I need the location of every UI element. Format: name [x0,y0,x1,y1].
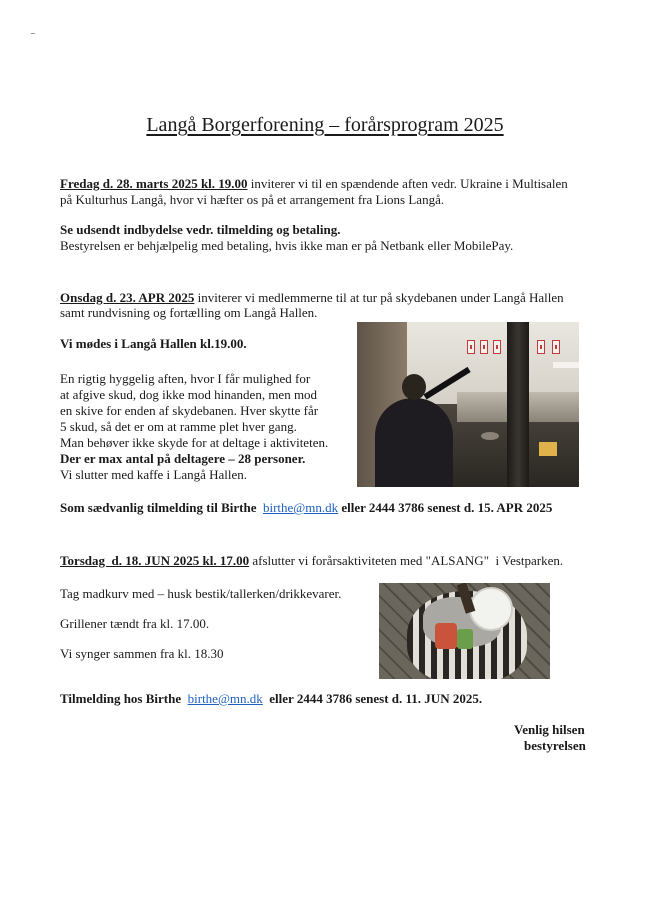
event2-coffee: Vi slutter med kaffe i Langå Hallen. [60,467,248,482]
event2-body-line: Man behøver ikke skyde for at deltage i aktiviteten. [60,435,329,450]
event2-meet: Vi mødes i Langå Hallen kl.19.00. [60,336,247,351]
event2-signup [60,500,552,516]
event2-body-line: en skive for enden af skydebanen. Hver skytte får [60,403,319,418]
event3-signup [60,691,482,707]
event2-date: Onsdag d. 23. APR 2025 [60,290,195,305]
event1-line2: på Kulturhus Langå, hvor vi hæfter os på et arrangement fra Lions Langå. [60,192,445,207]
event2-signup-prefix: Som sædvanlig tilmelding til Birthe [60,500,257,515]
event2-body-line: En rigtig hyggelig aften, hvor I får mulighed for [60,371,311,386]
closing-signature: bestyrelsen [524,738,586,753]
event2-line1 [60,290,564,306]
scan-speck [31,33,35,34]
page-title: Langå Borgerforening – forårsprogram 2025 [146,114,504,136]
closing-greeting: Venlig hilsen [514,722,585,737]
event3-basket-text: Tag madkurv med – husk bestik/tallerken/drikkevarer. [60,586,342,601]
event1-notice-text: Bestyrelsen er behjælpelig med betaling, hvis ikke man er på Netbank eller MobilePay. [60,238,514,253]
picnic-basket-photo [379,583,550,679]
event1-line1 [60,176,568,192]
event2-max-participants: Der er max antal på deltagere – 28 personer. [60,451,306,466]
event1-notice-heading: Se udsendt indbydelse vedr. tilmelding og betaling. [60,222,341,237]
event2-body-line: at afgive skud, dog ikke mod hinanden, men mod [60,387,318,402]
event3-line1 [60,553,563,569]
event1-text: inviterer vi til en spændende aften vedr. Ukraine i Multisalen [247,176,568,191]
event2-body-line: 5 skud, så det er om at ramme plet hver gang. [60,419,297,434]
event1-date: Fredag d. 28. marts 2025 kl. 19.00 [60,176,248,191]
event3-text: afslutter vi forårsaktiviteten med "ALSANG" i Vestparken. [249,553,564,568]
event3-date: Torsdag d. 18. JUN 2025 kl. 17.00 [60,553,250,568]
event2-line2: samt rundvisning og fortælling om Langå Hallen. [60,305,318,320]
event3-sing-text: Vi synger sammen fra kl. 18.30 [60,646,224,661]
event3-grill-text: Grillener tændt fra kl. 17.00. [60,616,210,631]
event3-signup-prefix: Tilmelding hos Birthe [60,691,182,706]
event3-signup-suffix: eller 2444 3786 senest d. 11. JUN 2025. [269,691,483,706]
event2-signup-suffix: eller 2444 3786 senest d. 15. APR 2025 [341,500,553,515]
event3-email-link[interactable]: birthe@mn.dk [187,691,263,706]
event2-email-link[interactable]: birthe@mn.dk [262,500,339,515]
event2-text: inviterer vi medlemmerne til at tur på skydebanen under Langå Hallen [194,290,564,305]
shooting-range-photo [357,322,579,487]
